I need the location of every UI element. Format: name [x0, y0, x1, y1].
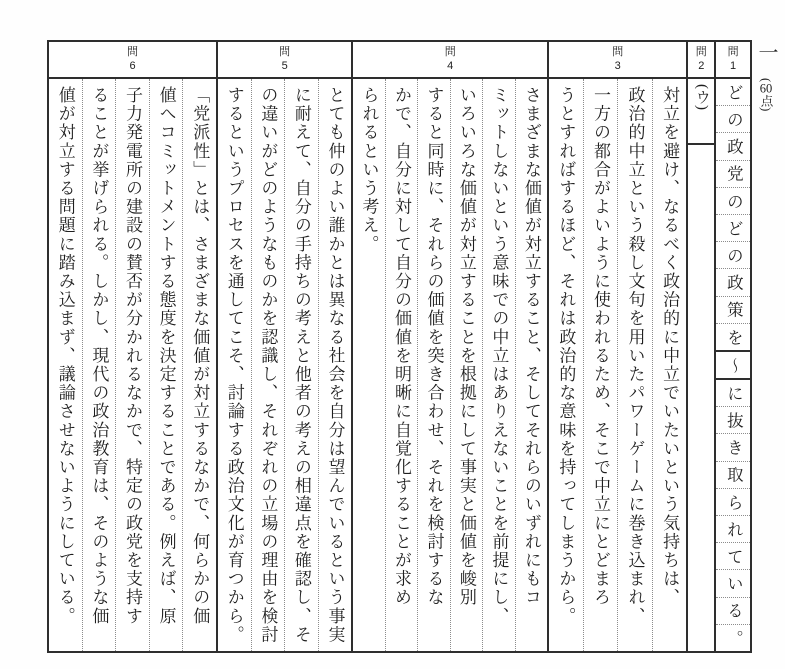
header-q5-number: 5	[281, 59, 288, 72]
answer-column	[652, 79, 687, 651]
header-cell-q4	[353, 42, 549, 77]
header-cell-q1	[716, 42, 750, 77]
q1-char-cell	[716, 378, 750, 406]
q1-char: い	[724, 575, 744, 592]
answer-column	[353, 79, 384, 651]
q1-char-cell	[716, 187, 750, 214]
q1-char-cell	[716, 79, 750, 105]
table-body	[49, 79, 750, 651]
q1-char-cell	[716, 241, 750, 268]
section-number: 一	[755, 42, 777, 62]
answer-column	[549, 79, 583, 651]
q1-char: 党	[724, 165, 744, 182]
answer-area-q5	[218, 79, 353, 651]
q1-char-cell	[716, 160, 750, 187]
section-score-label	[756, 42, 776, 111]
section-points	[760, 78, 773, 111]
answer-text: するというプロセスを通してこそ、討論する政治文化が育つから。	[224, 86, 244, 644]
q1-char-cell	[716, 296, 750, 323]
answer-text: ることが挙げられる。しかし、現代の政治教育は、そのような価	[89, 86, 109, 626]
answer-column	[115, 79, 149, 651]
q1-char: て	[724, 548, 744, 565]
answer-text: ミットしないという意味での中立はありえないことを前提にし、	[489, 86, 509, 626]
answer-text: かで、自分に対して自分の価値を明晰に自覚化することが求め	[391, 86, 411, 607]
answer-column	[417, 79, 449, 651]
q1-char: 策	[724, 301, 744, 318]
q1-char-cell	[716, 569, 750, 596]
q1-char: の	[724, 111, 744, 128]
answer-text: 対立を避け、なるべく政治的に中立でいたいという気持ちは、	[660, 86, 680, 607]
header-q3-kanji: 問	[612, 46, 624, 59]
header-cell-q5	[218, 42, 353, 77]
q1-char-cell	[716, 433, 750, 460]
q2-answer-text: (ウ)	[693, 84, 710, 111]
answer-text: とても仲のよい誰かとは異なる社会を自分は望んでいるという事実	[325, 86, 345, 644]
answer-text: の違いがどのようなものかを認識し、それぞれの立場の理由を検討	[258, 86, 278, 644]
points-unit: 点	[759, 94, 773, 108]
answer-text: さまざまな価値が対立すること、そしてそれらのいずれにもコ	[521, 86, 541, 607]
q1-char: 。	[724, 629, 744, 647]
q1-char: の	[724, 246, 744, 264]
answer-area-q4	[353, 79, 549, 651]
header-q1-kanji: 問	[727, 46, 739, 59]
answer-column	[482, 79, 514, 651]
answer-column	[450, 79, 482, 651]
header-q1-number: 1	[730, 59, 737, 72]
q2-answer-box	[688, 79, 714, 145]
q1-char: れ	[724, 520, 744, 538]
q1-char: に	[724, 384, 744, 402]
header-cell-q3	[549, 42, 688, 77]
answer-column	[82, 79, 116, 651]
q1-char-cell	[716, 268, 750, 295]
q1-char-cell	[716, 132, 750, 159]
q1-char: ど	[724, 83, 744, 101]
q1-char: 〜	[724, 356, 744, 374]
q1-char: を	[724, 328, 744, 346]
q1-char-cell	[716, 461, 750, 488]
answer-column	[385, 79, 417, 651]
answer-text: 一方の都合がよいように使われるため、そこで中立にとどまろ	[590, 86, 610, 607]
header-q4-number: 4	[447, 59, 454, 72]
header-q4-kanji: 問	[444, 46, 456, 59]
answer-text: 値が対立する問題に踏み込まず、議論させないようにしている。	[55, 86, 75, 626]
points-paren-open: (	[759, 78, 773, 83]
answer-column	[318, 79, 352, 651]
answer-column	[49, 79, 82, 651]
answer-area-q3	[549, 79, 688, 651]
answer-text: に耐えて、自分の手持ちの考えと他者の考えの相違点を確認し、そ	[291, 86, 311, 644]
q1-char: 政	[724, 138, 744, 155]
answer-column	[284, 79, 318, 651]
q1-char: ど	[724, 219, 744, 237]
answer-text: いろいろな価値が対立することを根拠にして事実と価値を峻別	[456, 86, 476, 607]
answer-column	[182, 79, 216, 651]
answer-text: うとすればするほど、それは政治的な意味を持ってしまうから。	[556, 86, 576, 626]
q1-char-cell	[716, 624, 750, 651]
q1-char-cell-tilde	[716, 350, 750, 378]
answer-column	[218, 79, 251, 651]
q1-char-cell	[716, 105, 750, 132]
q1-char: き	[724, 439, 744, 456]
q1-char-cell	[716, 323, 750, 350]
answer-text: 子力発電所の建設の賛否が分かれるなかで、特定の政党を支持す	[123, 86, 142, 626]
answer-column	[515, 79, 547, 651]
answer-column	[583, 79, 618, 651]
answer-text: 政治的中立という殺し文句を用いたパワーゲームに巻き込まれ、	[625, 86, 645, 626]
answer-table	[47, 40, 752, 653]
header-q2-number: 2	[698, 59, 705, 72]
answer-area-q2	[688, 79, 716, 651]
header-q3-number: 3	[614, 59, 621, 72]
q1-char: の	[724, 192, 744, 210]
points-paren-close: )	[759, 107, 773, 112]
answer-text: すると同時に、それらの価値を突き合わせ、それを検討するな	[424, 86, 444, 607]
header-q2-kanji: 問	[695, 46, 707, 59]
q1-char-cell	[716, 542, 750, 569]
answer-column	[251, 79, 285, 651]
q1-char: 抜	[724, 412, 744, 429]
answer-column	[149, 79, 183, 651]
q1-char-cell	[716, 597, 750, 624]
q1-char-cell	[716, 214, 750, 241]
q1-char: ら	[724, 493, 744, 511]
q1-char: る	[724, 602, 744, 619]
q1-char-cell	[716, 515, 750, 542]
table-header	[49, 42, 750, 79]
header-q5-kanji: 問	[279, 46, 291, 59]
header-cell-q6	[49, 42, 218, 77]
answer-text: られるという考え。	[359, 86, 379, 254]
q1-char: 政	[724, 274, 744, 291]
answer-text: 「党派性」とは、さまざまな価値が対立するなかで、何らかの価	[190, 86, 210, 626]
header-q6-number: 6	[129, 59, 136, 72]
header-q6-kanji: 問	[127, 46, 139, 59]
answer-area-q1	[716, 79, 750, 651]
answer-area-q6	[49, 79, 218, 651]
answer-column	[617, 79, 652, 651]
q1-char-cell	[716, 488, 750, 515]
header-cell-q2	[688, 42, 716, 77]
points-value: 60	[759, 82, 773, 95]
answer-text: 値へコミットメントする態度を決定することである。例えば、原	[156, 86, 176, 626]
q1-char-cell	[716, 406, 750, 433]
q1-char: 取	[724, 466, 744, 483]
